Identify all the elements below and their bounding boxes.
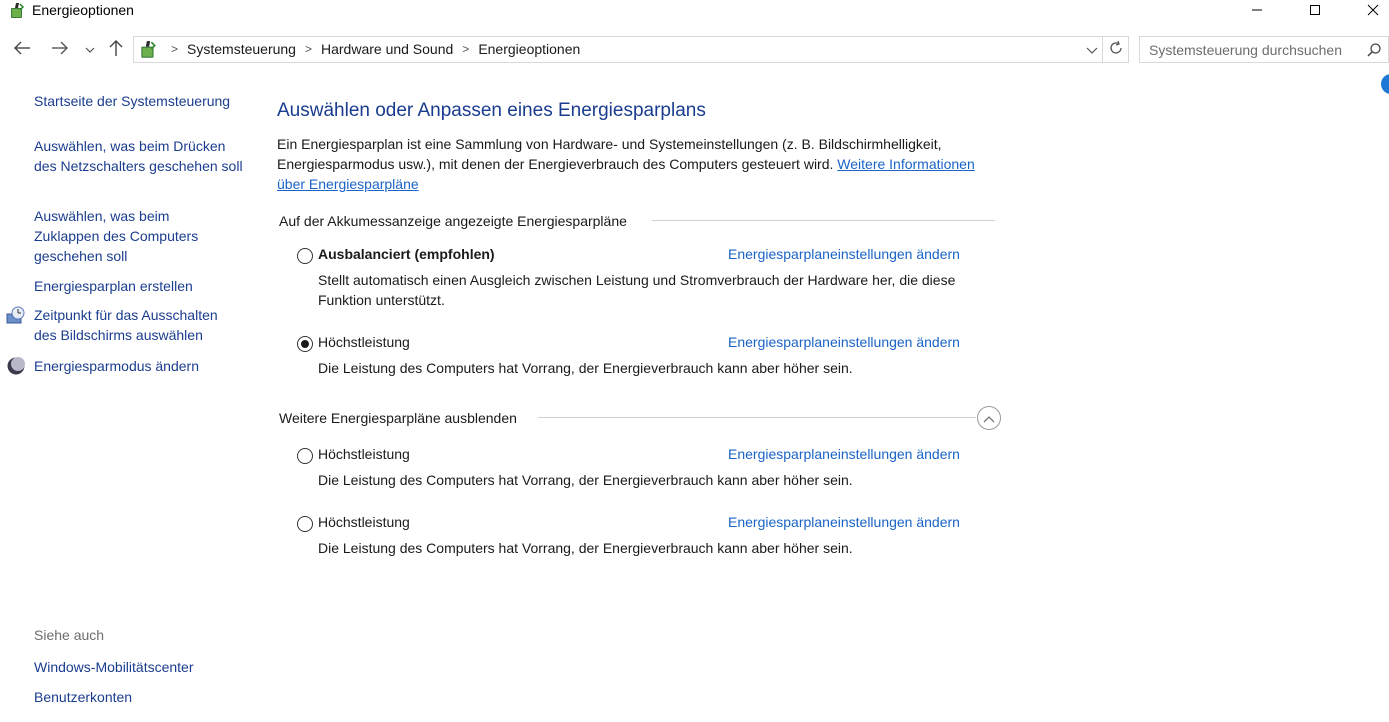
sidebar-home-link[interactable]: Startseite der Systemsteuerung: [34, 93, 231, 109]
arrow-left-icon: [13, 41, 31, 58]
sidebar-item-display-off[interactable]: Zeitpunkt für das Ausschalten des Bildschirms auswählen: [34, 307, 218, 343]
section-heading-hide-plans: Weitere Energiesparpläne ausblenden: [279, 410, 517, 426]
help-icon[interactable]: [1381, 74, 1389, 94]
plan-settings-link[interactable]: Energiesparplaneinstellungen ändern: [728, 334, 960, 350]
plan-description: Die Leistung des Computers hat Vorrang, der Energieverbrauch kann aber höher sein.: [318, 540, 853, 556]
refresh-icon: [1108, 40, 1124, 59]
search-box[interactable]: [1139, 36, 1389, 63]
collapse-button[interactable]: [977, 406, 1001, 430]
plan-description: Stellt automatisch einen Ausgleich zwischen Leistung und Stromverbrauch der Hardware her, die diese Funktion unterstützt.: [318, 272, 956, 308]
intro-text: [277, 134, 997, 194]
plan-settings-link[interactable]: Energiesparplaneinstellungen ändern: [728, 514, 960, 530]
search-input[interactable]: [1140, 37, 1360, 62]
arrow-up-icon: [109, 39, 123, 60]
refresh-button[interactable]: [1103, 36, 1129, 63]
sidebar-item-power-button[interactable]: Auswählen, was beim Drücken des Netzschalters geschehen soll: [34, 138, 243, 174]
intro-description: Ein Energiesparplan ist eine Sammlung von Hardware- und Systemeinstellungen (z. B. Bildschirmhelligkeit, Energiesparmodus usw.), mit denen der Energieverbrauch des Computers gesteuert wird.: [277, 136, 942, 172]
plan-name[interactable]: Höchstleistung: [318, 446, 410, 462]
sidebar-item-create-plan[interactable]: Energiesparplan erstellen: [34, 278, 193, 294]
forward-button[interactable]: [48, 38, 72, 60]
more-info-link[interactable]: Weitere Informationen über Energiesparpläne: [277, 156, 975, 192]
sidebar-item-sleep[interactable]: Energiesparmodus ändern: [34, 358, 199, 374]
chevron-right-icon[interactable]: >: [304, 42, 312, 56]
breadcrumb-item[interactable]: Systemsteuerung: [187, 41, 296, 57]
radio-plan-balanced[interactable]: [297, 248, 313, 264]
plan-name[interactable]: Höchstleistung: [318, 514, 410, 530]
arrow-right-icon: [51, 41, 69, 58]
breadcrumb: [162, 41, 580, 57]
chevron-right-icon[interactable]: >: [462, 42, 470, 56]
plan-description: Die Leistung des Computers hat Vorrang, der Energieverbrauch kann aber höher sein.: [318, 360, 853, 376]
plan-name[interactable]: Ausbalanciert (empfohlen): [318, 246, 495, 262]
breadcrumb-item[interactable]: Energieoptionen: [478, 41, 581, 57]
maximize-button[interactable]: [1292, 0, 1338, 22]
page-title: Auswählen oder Anpassen eines Energiesparplans: [277, 100, 706, 121]
section-heading-battery-plans: Auf der Akkumessanzeige angezeigte Energiesparpläne: [279, 213, 627, 229]
back-button[interactable]: [10, 38, 34, 60]
radio-plan-high-performance-3[interactable]: [297, 516, 313, 532]
plan-settings-link[interactable]: Energiesparplaneinstellungen ändern: [728, 446, 960, 462]
recent-locations-button[interactable]: [82, 38, 98, 60]
section-divider: [538, 417, 976, 418]
close-icon: [1367, 3, 1379, 19]
window-title: Energieoptionen: [32, 2, 134, 18]
up-button[interactable]: [104, 38, 128, 60]
chevron-up-icon: [983, 410, 995, 426]
plan-name[interactable]: Höchstleistung: [318, 334, 410, 350]
address-row: [0, 34, 1389, 64]
address-dropdown-button[interactable]: [1084, 41, 1100, 59]
power-options-icon: [8, 2, 26, 20]
radio-plan-high-performance[interactable]: [297, 336, 313, 352]
plan-settings-link[interactable]: Energiesparplaneinstellungen ändern: [728, 246, 960, 262]
see-also-heading: Siehe auch: [34, 627, 105, 643]
radio-plan-high-performance-2[interactable]: [297, 448, 313, 464]
breadcrumb-item[interactable]: Hardware und Sound: [320, 41, 454, 57]
power-options-icon: [138, 40, 158, 60]
moon-icon: [6, 356, 26, 376]
monitor-clock-icon: [6, 306, 26, 326]
section-divider: [652, 220, 995, 221]
chevron-down-icon: [85, 41, 95, 57]
minimize-button[interactable]: [1234, 0, 1280, 22]
minimize-icon: [1251, 3, 1263, 19]
maximize-icon: [1309, 3, 1321, 19]
title-bar: [0, 0, 1389, 24]
plan-description: Die Leistung des Computers hat Vorrang, der Energieverbrauch kann aber höher sein.: [318, 472, 853, 488]
chevron-right-icon[interactable]: >: [171, 42, 179, 56]
address-bar[interactable]: [133, 36, 1103, 63]
sidebar-item-user-accounts[interactable]: Benutzerkonten: [34, 689, 133, 705]
sidebar-item-mobility-center[interactable]: Windows-Mobilitätscenter: [34, 659, 194, 675]
sidebar-item-lid-close[interactable]: Auswählen, was beim Zuklappen des Computers geschehen soll: [34, 208, 199, 264]
close-button[interactable]: [1350, 0, 1389, 22]
search-icon[interactable]: [1366, 42, 1382, 58]
